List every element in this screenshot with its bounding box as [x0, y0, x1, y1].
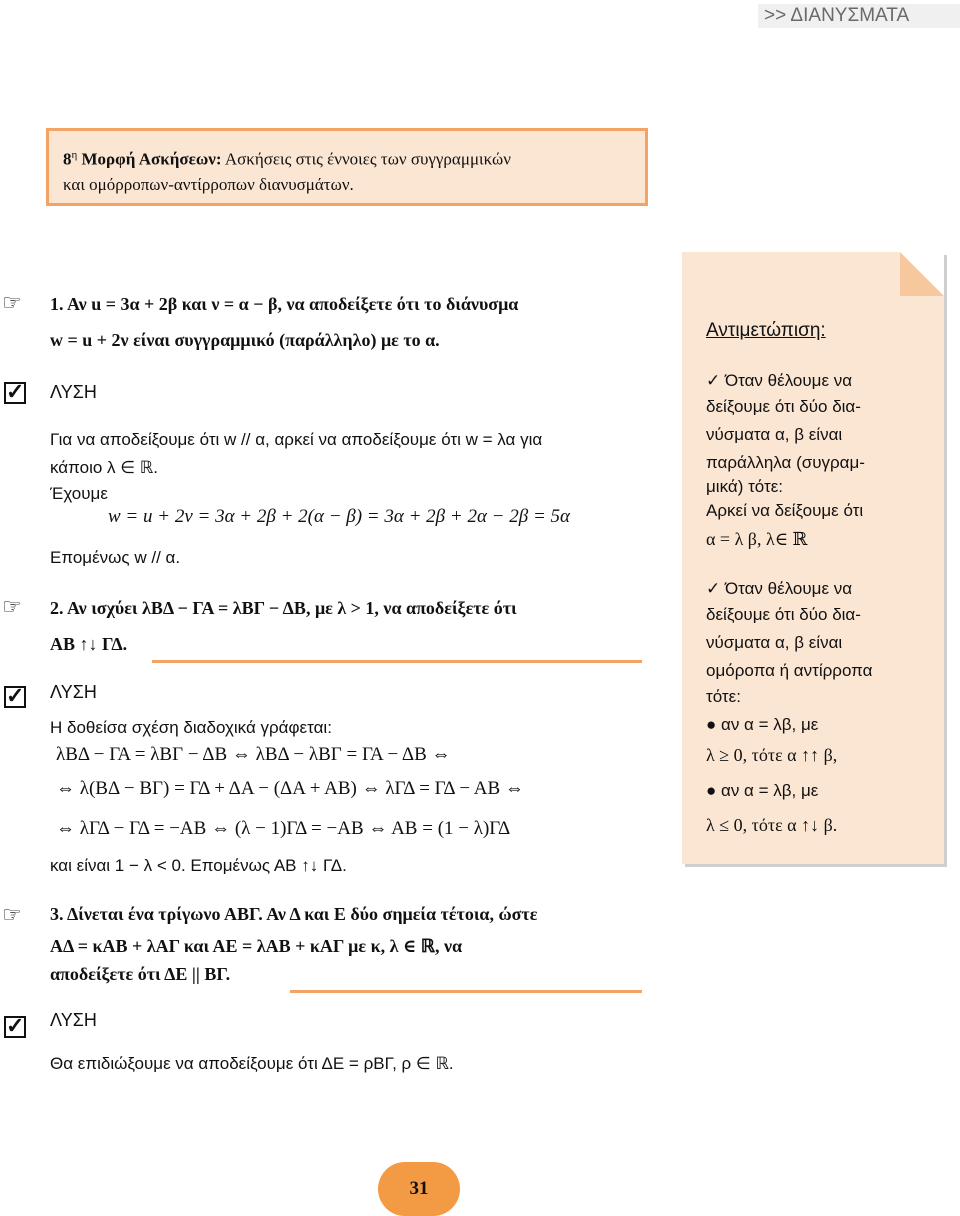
ex2-equation-3: ⇔ λΓΔ − ΓΔ = −ΑΒ ⇔ (λ − 1)ΓΔ = −ΑΒ ⇔ ΑΒ = (1 − λ)ΓΔ: [56, 818, 511, 839]
ex3-question-line1: 3. Δίνεται ένα τρίγωνο ΑΒΓ. Αν Δ και Ε δύο σημεία τέτοια, ώστε: [50, 904, 538, 924]
sidebar-b1-l7: α = λ β, λ∈ ℝ: [706, 529, 808, 549]
sidebar-b2-l1: ✓ Όταν θέλουμε να: [706, 579, 853, 598]
divider: [290, 990, 642, 993]
sidebar-b2-l8: ● αν α = λβ, με: [706, 781, 819, 800]
ex1-solution-line4: Επομένως w // α.: [50, 548, 181, 567]
ex1-question-line1: 1. Αν u = 3α + 2β και ν = α − β, να αποδείξετε ότι το διάνυσμα: [50, 294, 519, 314]
ex2-question-line2: ΑΒ ↑↓ ΓΔ.: [50, 634, 128, 654]
ex1-solution-line1: Για να αποδείξουμε ότι w // α, αρκεί να αποδείξουμε ότι w = λα για: [50, 430, 543, 449]
ex2-solution-line1: Η δοθείσα σχέση διαδοχικά γράφεται:: [50, 718, 332, 737]
sidebar-b2-l4: ομόροπα ή αντίρροπα: [706, 661, 873, 680]
form-title: Μορφή Ασκήσεων:: [81, 149, 222, 169]
ex1-solution-line2: κάποιο λ ∈ ℝ.: [50, 458, 158, 477]
checkbox-icon: ✓: [6, 1013, 25, 1038]
ex3-solution-line1: Θα επιδιώξουμε να αποδείξουμε ότι ΔΕ = ρΒΓ, ρ ∈ ℝ.: [50, 1054, 454, 1073]
pointing-hand-icon: ☞: [2, 594, 22, 619]
section-header: >> ΔΙΑΝΥΣΜΑΤΑ: [758, 4, 960, 28]
ex2-question-line1: 2. Αν ισχύει λΒΔ − ΓΑ = λΒΓ − ΔΒ, με λ > 1, να αποδείξετε ότι: [50, 598, 517, 618]
pointing-hand-icon: ☞: [2, 902, 22, 927]
sidebar-b2-l9: λ ≤ 0, τότε α ↑↓ β.: [706, 815, 838, 835]
ex1-question-line2: w = u + 2ν είναι συγγραμμικό (παράλληλο) με το α.: [50, 330, 440, 350]
ex2-equation-2: ⇔ λ(ΒΔ − ΒΓ) = ΓΔ + ΔΑ − (ΔΑ + ΑΒ) ⇔ λΓΔ = ΓΔ − ΑΒ ⇔: [56, 778, 524, 799]
ex2-solution-label: ΛΥΣΗ: [50, 682, 97, 702]
ex1-solution-label: ΛΥΣΗ: [50, 382, 97, 402]
ex1-solution-line3: Έχουμε: [50, 484, 108, 503]
sidebar-heading: Αντιμετώπιση:: [706, 320, 826, 341]
exercise-type-line1: [63, 143, 645, 172]
ex3-question-line3: αποδείξετε ότι ΔΕ || ΒΓ.: [50, 964, 231, 984]
sidebar-b1-l6: Αρκεί να δείξουμε ότι: [706, 501, 864, 520]
sidebar-b2-l6: ● αν α = λβ, με: [706, 715, 819, 734]
ex1-equation: w = u + 2ν = 3α + 2β + 2(α − β) = 3α + 2β + 2α − 2β = 5α: [108, 506, 571, 527]
form-desc-2: και ομόρροπων-αντίρροπων διανυσμάτων.: [63, 174, 354, 194]
method-sidebar: [682, 252, 944, 864]
sidebar-b1-l1: ✓ Όταν θέλουμε να: [706, 371, 853, 390]
exercise-type-box: [46, 128, 648, 206]
form-desc-1: Ασκήσεις στις έννοιες των συγγραμμικών: [221, 149, 511, 169]
sidebar-b1-l4: παράλληλα (συγραμ-: [706, 453, 865, 472]
ex2-equation-1: λΒΔ − ΓΑ = λΒΓ − ΔΒ ⇔ λΒΔ − λΒΓ = ΓΑ − ΔΒ ⇔: [56, 744, 451, 765]
divider: [152, 660, 642, 663]
sidebar-b1-l3: νύσματα α, β είναι: [706, 425, 843, 444]
ex2-solution-line2: και είναι 1 − λ < 0. Επομένως ΑΒ ↑↓ ΓΔ.: [50, 856, 347, 875]
ex3-solution-label: ΛΥΣΗ: [50, 1010, 97, 1030]
ex3-question-line2: ΑΔ = κΑΒ + λΑΓ και ΑΕ = λΑΒ + κΑΓ με κ, λ ∈ ℝ, να: [50, 936, 463, 956]
form-superscript: η: [71, 149, 78, 161]
sidebar-b1-l2: δείξουμε ότι δύο δια-: [706, 397, 861, 416]
form-number: 8: [63, 149, 72, 169]
checkbox-icon: ✓: [6, 379, 25, 404]
sidebar-b2-l2: δείξουμε ότι δύο δια-: [706, 605, 861, 624]
sidebar-b2-l3: νύσματα α, β είναι: [706, 633, 843, 652]
pointing-hand-icon: ☞: [2, 290, 22, 315]
sidebar-b2-l7: λ ≥ 0, τότε α ↑↑ β,: [706, 745, 838, 765]
page-fold: [900, 252, 944, 296]
sidebar-b2-l5: τότε:: [706, 687, 741, 706]
sidebar-b1-l5: μικά) τότε:: [706, 477, 784, 496]
checkbox-icon: ✓: [6, 683, 25, 708]
page-number: 31: [378, 1162, 460, 1216]
